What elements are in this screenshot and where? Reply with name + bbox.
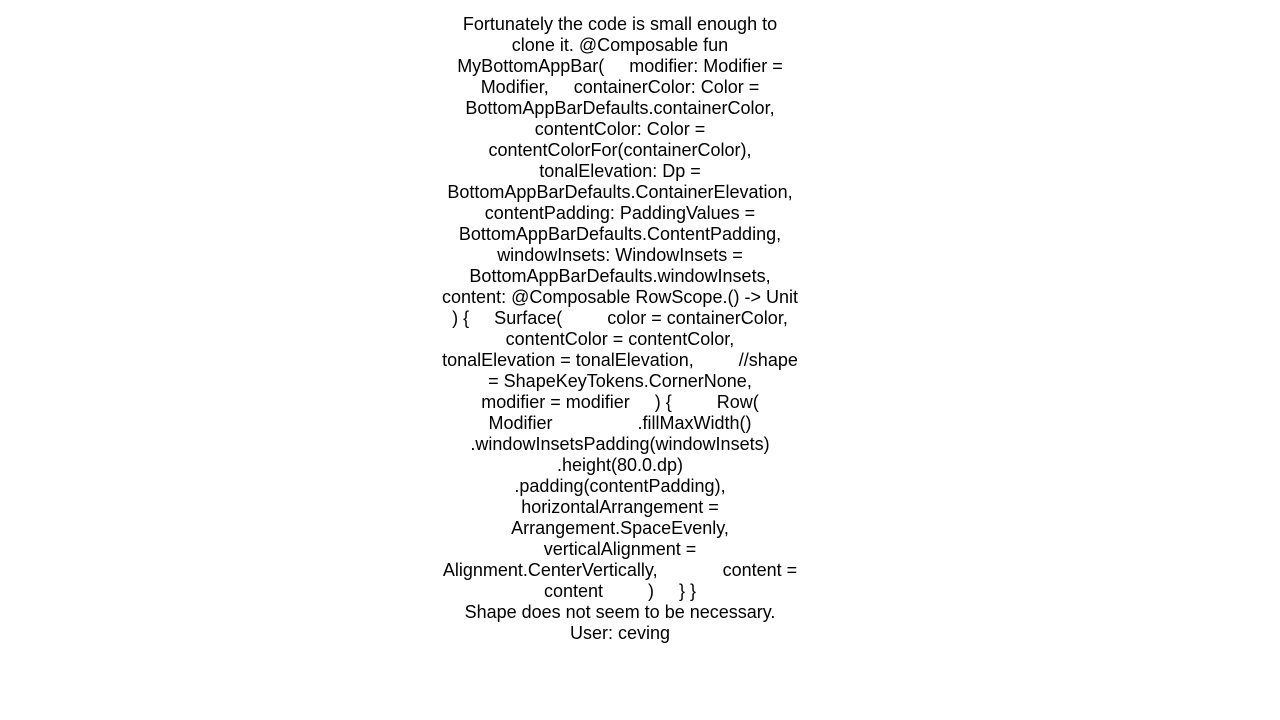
user-attribution: User: ceving <box>569 623 671 643</box>
answer-body-text: Fortunately the code is small enough to clone it. @Composable fun MyBottomAppBar( modifier: Modifier = Modifier, containerColor: Color = BottomAppBarDefaults.containerColor, contentColor: Color = contentColorFor(containerColor), tonalElevation: Dp = BottomAppBarDefaults.ContainerElevation, contentPadding: PaddingValues = BottomAppBarDefaults.ContentPadding, windowInsets: WindowInsets = BottomAppBarDefaults.windowInsets, content: @Composable RowScope.() -> Unit ) { Surface( color = containerColor, contentColor = contentColor, tonalElevation = tonalElevation, //shape = ShapeKeyTokens.CornerNone, modifier = modifier ) { Row( Modifier .fillMaxWidth() .windowInsetsPadding(windowInsets) .height(80.0.dp) .padding(contentPadding), horizontalArrangement = Arrangement.SpaceEvenly, verticalAlignment = Alignment.CenterVertically, content = content ) } } <box>442 14 855 601</box>
answer-note-text: Shape does not seem to be necessary. <box>464 602 776 622</box>
text-column <box>440 14 855 644</box>
